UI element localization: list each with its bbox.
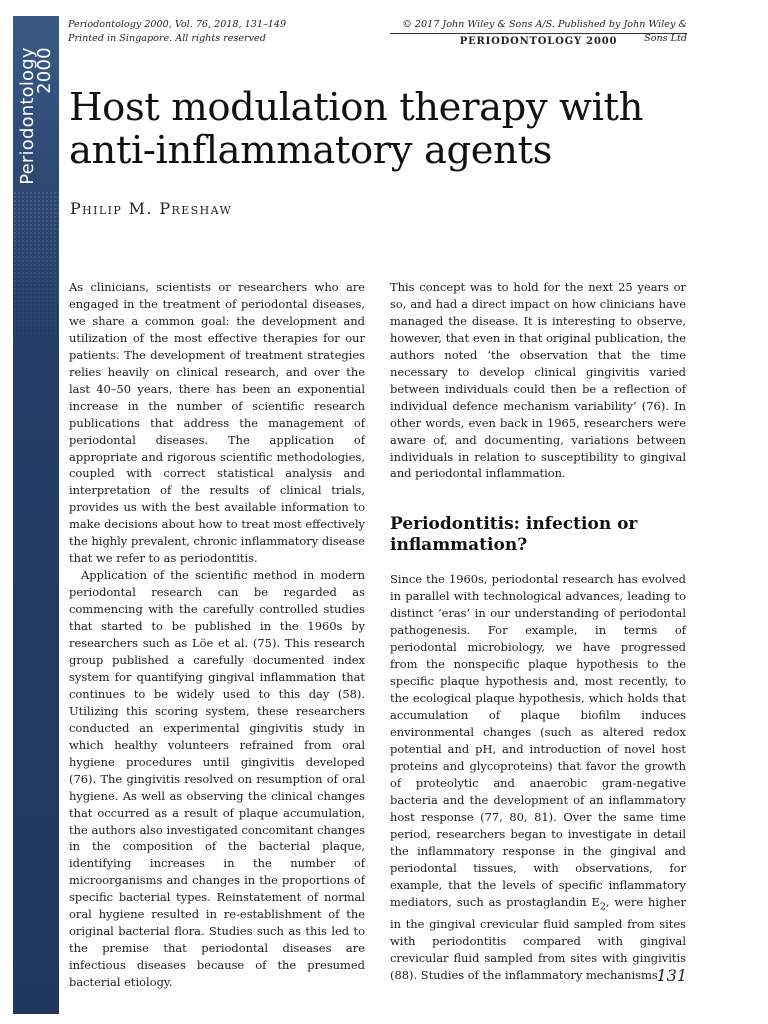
body-column-left — [69, 279, 365, 991]
body-column-right — [390, 279, 686, 984]
subscript: 2 — [599, 900, 606, 912]
body-text: Since the 1960s, periodontal research has evolved in parallel with technological advances, leading to distinct ‘eras’ in our understanding of periodontal pathogenesis. For example, in terms of periodontal microbiology, we have progressed from the nonspecific plaque hypothesis to the specific plaque hypothesis and, most recently, to the ecological plaque hypothesis, which holds that accumulation of plaque biofilm induces environmental changes (such as altered redox potential and pH, and introduction of novel host proteins and glycoproteins) that favor the growth of proteolytic and anaerobic gram-negative bacteria and the development of an inflammatory host response (77, 80, 81). Over the same time period, researchers began to investigate in detail the inflammatory response in the gingival and periodontal tissues, with observations, for example, that the levels of specific inflammatory mediators, such as prostaglandin E — [390, 572, 686, 909]
article-title-line2: anti-inflammatory agents — [69, 128, 552, 173]
section-heading: Periodontitis: infection or inflammation? — [390, 514, 638, 556]
page-number: 131 — [656, 966, 687, 985]
citation-block — [68, 18, 348, 46]
author-name: Philip M. Preshaw — [70, 199, 233, 218]
body-paragraph: This concept was to hold for the next 25 years or so, and had a direct impact on how clinicians have managed the disease. It is interesting to observe, however, that even in that original publication, the authors noted ‘the observation that the time necessary to develop clinical gingivitis varied between individuals could then be a reflection of individual defence mechanism variability’ (76). In other words, even back in 1965, researchers were aware of, and documenting, variations between individuals in relation to susceptibility to gingival and periodontal inflammation. — [390, 280, 686, 481]
journal-logo — [15, 36, 57, 196]
journal-name: PERIODONTOLOGY 2000 — [459, 36, 618, 47]
journal-logo-text — [17, 47, 56, 185]
journal-logo-line1: Periodontology — [17, 47, 39, 185]
sidebar-dot-pattern — [13, 191, 59, 341]
citation-line: Periodontology 2000, Vol. 76, 2018, 131–149 — [68, 19, 287, 30]
body-paragraph: As clinicians, scientists or researchers who are engaged in the treatment of periodontal diseases, we share a common goal: the development and utilization of the most effective therapies for our patients. The development of treatment strategies relies heavily on clinical research, and over the last 40–50 years, there has been an exponential increase in the number of scientific research publications that address the management of periodontal diseases. The application of appropriate and rigorous scientific methodologies, coupled with correct statistical analysis and interpretation of the results of clinical trials, provides us with the best available information to make decisions about how to treat most effectively the highly prevalent, chronic inflammatory disease that we refer to as periodontitis. — [69, 280, 365, 566]
printed-line: Printed in Singapore. All rights reserved — [68, 33, 266, 44]
journal-sidebar-band — [13, 16, 59, 1014]
body-text: , were higher in the gingival crevicular fluid sampled from sites with periodontitis compared with gingival crevicular fluid sampled from sites with gingivitis (88). Studies of the inflammatory mechanisms — [390, 894, 686, 982]
header-rule — [390, 33, 687, 34]
body-paragraph: Application of the scientific method in modern periodontal research can be regarded as commencing with the carefully controlled studies that started to be published in the 1960s by researchers such as Löe et al. (75). This research group published a carefully documented index system for quantifying gingival inflammation that continues to be widely used to this day (58). Utilizing this scoring system, these researchers conducted an experimental gingivitis study in which healthy volunteers refrained from oral hygiene procedures until gingivitis developed (76). The gingivitis resolved on resumption of oral hygiene. As well as observing the clinical changes that occurred as a result of plaque accumulation, the authors also investigated concomitant changes in the composition of the bacterial plaque, identifying increases in the number of microorganisms and changes in the proportions of specific bacterial types. Reinstatement of normal oral hygiene resulted in re-establishment of the original bacterial flora. Studies such as this led to the premise that periodontal diseases are infectious diseases because of the presumed bacterial etiology. — [69, 568, 365, 990]
copyright-line: © 2017 John Wiley & Sons A/S. Published by John Wiley & Sons Ltd — [402, 19, 687, 44]
article-title — [69, 86, 689, 172]
article-title-line1: Host modulation therapy with — [69, 85, 643, 130]
body-paragraph — [390, 571, 686, 983]
journal-logo-line2: 2000 — [34, 47, 56, 94]
